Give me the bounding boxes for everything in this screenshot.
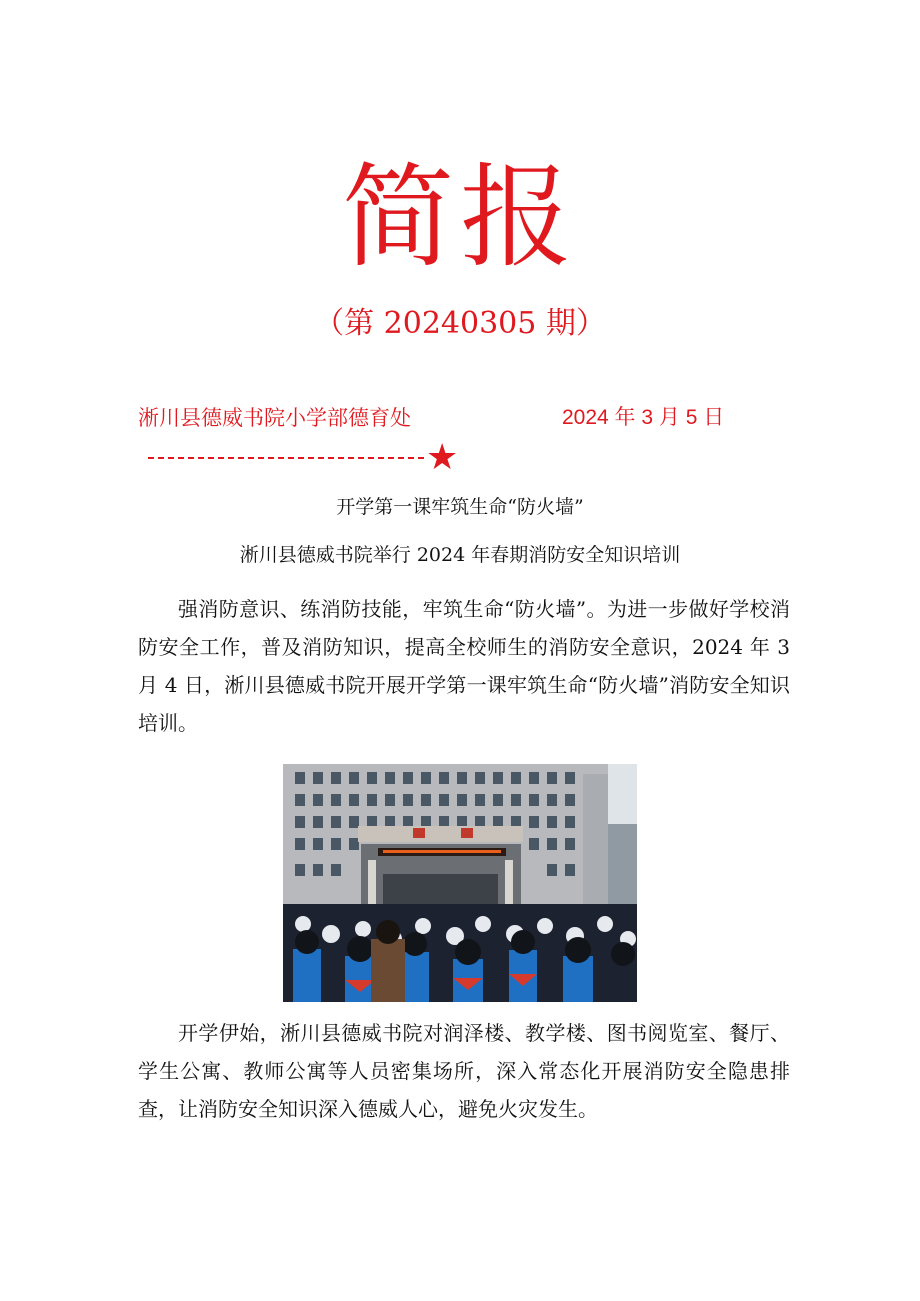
article-subheadline: 淅川县德威书院举行 2024 年春期消防安全知识培训 — [239, 544, 681, 566]
masthead-title: 简报 — [342, 153, 578, 283]
issue-number: （第 20240305 期） — [314, 306, 606, 341]
article-paragraph-1: 强消防意识、练消防技能，牢筑生命“防火墙”。为进一步做好学校消防安全工作，普及消防知识，提高全校师生的消防安全意识，2024 年 3 月 4 日，淅川县德威书院开展开学第一课牢筑生命“防火墙”消防安全知识培训。 — [138, 597, 790, 735]
issuer-organization: 淅川县德威书院小学部德育处 — [138, 406, 411, 430]
issuer-row — [138, 400, 758, 436]
article-paragraph-2: 开学伊始，淅川县德威书院对润泽楼、教学楼、图书阅览室、餐厅、学生公寓、教师公寓等人员密集场所，深入常态化开展消防安全隐患排查，让消防安全知识深入德威人心，避免火灾发生。 — [138, 1021, 790, 1121]
red-divider — [148, 438, 468, 478]
article-headline: 开学第一课牢筑生命“防火墙” — [336, 496, 584, 518]
assembly-photo — [283, 764, 637, 1002]
dashed-line — [148, 457, 424, 459]
issue-date: 2024 年 3 月 5 日 — [562, 406, 725, 429]
star-icon: ★ — [426, 437, 459, 478]
